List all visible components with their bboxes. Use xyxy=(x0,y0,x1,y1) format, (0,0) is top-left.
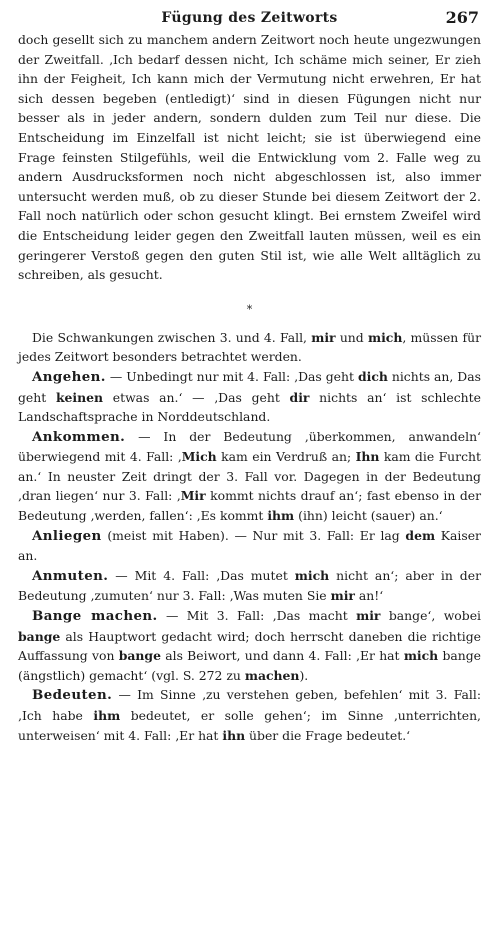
text-run: (ihn) leicht (sauer) an.‘ xyxy=(294,508,443,524)
emphasis-word: mich xyxy=(403,648,439,664)
entry-ankommen xyxy=(18,427,481,526)
text-run: Kaiser an. xyxy=(18,527,481,564)
text-run: bange (ängstlich) gemacht‘ (vgl. S. 272 zu xyxy=(18,648,482,683)
text-run: — Im Sinne ‚zu verstehen geben, befehlen‘ mit 3. Fall: ‚Ich habe xyxy=(18,687,481,723)
emphasis-word: dir xyxy=(289,389,310,405)
text-run: — Mit 4. Fall: ‚Das mutet xyxy=(108,567,295,583)
text-run: — Unbedingt nur mit 4. Fall: ‚Das geht xyxy=(105,368,358,384)
entry-headword: Angehen. xyxy=(32,368,106,385)
emphasis-word: mir xyxy=(356,608,381,624)
text-run: kommt nichts drauf an‘; fast ebenso in der Bedeutung ‚werden, fallen‘: ‚Es kommt xyxy=(18,488,482,524)
entry-bedeuten xyxy=(18,685,481,745)
text-run: kam ein Verdruß an; xyxy=(216,449,356,465)
emphasis-word: mich xyxy=(294,567,330,583)
page-header xyxy=(18,4,481,30)
emphasis-word: mir xyxy=(311,329,336,345)
emphasis-word: dich xyxy=(357,368,388,384)
emphasis-word: ihn xyxy=(222,727,246,743)
intro-paragraph: doch gesellt sich zu manchem andern Zeitwort noch heute ungezwungen der Zweitfall. ‚Ich bedarf dessen nicht, Ich schäme mich seiner, Er zieh ihn der Feigheit, Ich kann mich der Vermutung nicht erwehren, Er hat sich dessen begeben (entledigt)‘ sind in diesen Fügungen nicht nur besser als in jeder andern, sondern dulden zum Teil nur diese. Die Entscheidung im Einzelfall ist nicht leicht; sie ist überwiegend eine Frage feinsten Stilgefühls, weil die Entwicklung vom 2. Falle weg zu andern Ausdrucksformen noch nicht abgeschlossen ist, also immer untersucht werden muß, ob zu dieser Stunde bei diesem Zeitwort der 2. Fall noch natürlich oder schon gesucht klingt. Bei ernstem Zweifel wird die Entscheidung leider gegen den Zweitfall lauten müssen, weil es ein geringerer Verstoß gegen den guten Stil ist, wie alle Welt alltäglich zu schreiben, als gesucht. xyxy=(18,32,481,283)
text-run: etwas an.‘ — ‚Das geht xyxy=(103,389,290,405)
page-number: 267 xyxy=(445,8,479,27)
text-run: als Hauptwort gedacht wird; doch herrscht daneben die richtige Auffassung von xyxy=(18,628,481,664)
book-page xyxy=(18,4,481,745)
text-run: bedeutet, er solle gehen‘; im Sinne ‚unterrichten, unterweisen‘ mit 4. Fall: ‚Er hat xyxy=(18,708,481,743)
entry-headword: Bedeuten. xyxy=(32,687,113,704)
text-run: , müssen für jedes Zeitwort besonders betrachtet werden. xyxy=(18,329,481,365)
emphasis-word: ihm xyxy=(267,508,295,524)
emphasis-word: bange xyxy=(18,628,61,644)
emphasis-word: machen xyxy=(244,667,300,683)
entry-anmuten xyxy=(18,566,481,606)
emphasis-word: dem xyxy=(405,527,436,543)
text-run: Die Schwankungen zwischen 3. und 4. Fall, xyxy=(32,329,312,345)
text-run: als Beiwort, und dann 4. Fall: ‚Er hat xyxy=(160,648,404,664)
entry-headword: Bange machen. xyxy=(32,608,158,625)
section-separator: * xyxy=(246,302,253,316)
text-run: und xyxy=(335,329,368,345)
entry-bange-machen xyxy=(18,606,481,685)
text-run: über die Frage bedeutet.‘ xyxy=(245,727,411,743)
entry-anliegen xyxy=(18,526,481,566)
emphasis-word: Mir xyxy=(180,488,206,504)
text-run: — In der Bedeutung ‚überkommen, anwandeln‘ überwiegend mit 4. Fall: ‚ xyxy=(18,428,481,465)
entry-headword: Anmuten. xyxy=(32,567,109,584)
text-run: kam die Furcht an.‘ In neuster Zeit dringt der 3. Fall vor. Dagegen in der Bedeutung ‚dran liegen‘ nur 3. Fall: ‚ xyxy=(18,449,481,504)
emphasis-word: mir xyxy=(330,588,355,604)
entry-angehen xyxy=(18,367,481,427)
emphasis-word: Mich xyxy=(181,449,217,465)
emphasis-word: mich xyxy=(367,329,403,345)
emphasis-word: bange xyxy=(118,648,161,664)
text-run: bange‘, wobei xyxy=(380,608,481,624)
text-run: ). xyxy=(299,667,309,683)
text-run: nichts an, Das geht xyxy=(18,368,481,405)
text-run: an!‘ xyxy=(354,588,384,604)
section-intro-paragraph xyxy=(18,328,481,367)
text-run: — Mit 3. Fall: ‚Das macht xyxy=(157,608,357,624)
text-run: (meist mit Haben). — Nur mit 3. Fall: Er lag xyxy=(101,527,406,543)
text-run: nicht an‘; aber in der Bedeutung ‚zumuten‘ nur 3. Fall: ‚Was muten Sie xyxy=(18,567,481,604)
entry-headword: Anliegen xyxy=(32,527,102,544)
emphasis-word: Ihn xyxy=(355,449,380,465)
entry-headword: Ankommen. xyxy=(32,428,126,445)
running-head: Fügung des Zeitworts xyxy=(161,10,338,26)
emphasis-word: ihm xyxy=(93,708,121,723)
emphasis-word: keinen xyxy=(55,389,104,405)
text-run: nichts an‘ ist schlechte Landschaftsprache in Norddeutschland. xyxy=(18,389,481,425)
